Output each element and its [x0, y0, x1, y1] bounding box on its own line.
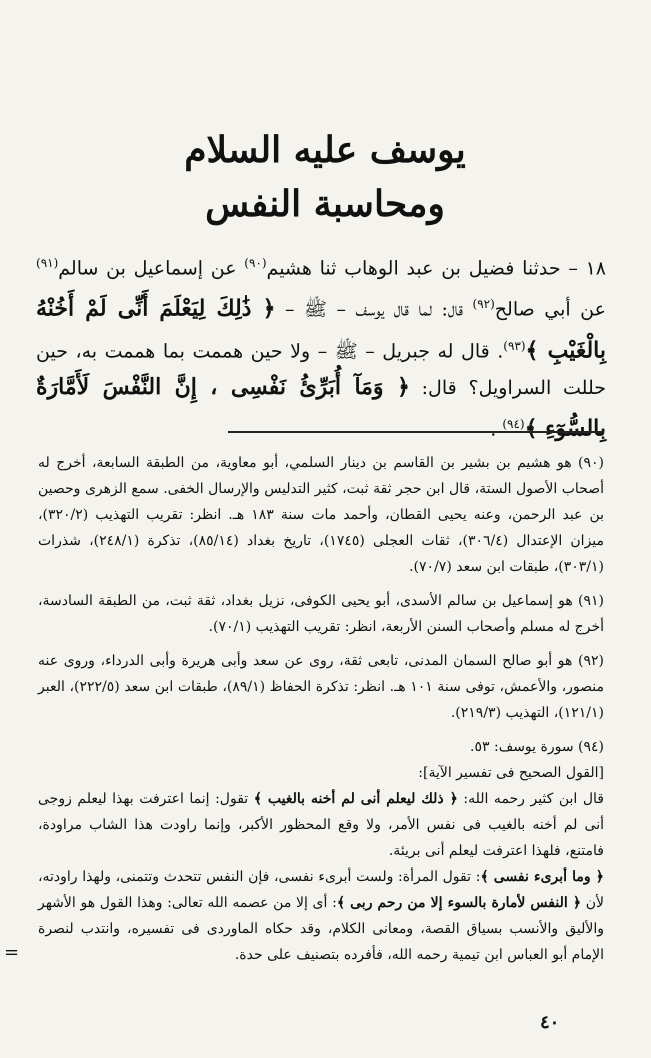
footnote-ref-91: (٩١): [36, 256, 59, 270]
footnote-94: (٩٤) سورة يوسف: ٥٣. [القول الصحيح فى تفسير الآية]: قال ابن كثير رحمه الله: ﴿ ذلك ليعلم أنى لم أخنه بالغيب ﴾ تقول: إنما اعترفت بهذا ليعلم زوجى أنى لم أخنه بالغيب فى نفس الأمر، ولا وقع المحظور الأكبر، وإنما راودت هذا الشاب مراودة، فامتنع، فلهذا اعترفت ليعلم أنى بريئة. ﴿ وما أبرىء نفسى ﴾: تقول المرأة: ولست أبرىء نفسى، فإن النفس تتحدث وتتمنى، ولهذا راودته، لأن ﴿ النفس لأمارة بالسوء إلا من رحم ربى ﴾: أى إلا من عصمه الله تعالى: وهذا القول هو الأشهر والأليق والأنسب بسياق القصة، ومعانى الكلام، وقد حكاه الماوردى فى تفسيره، وانتدب لنصرة الإمام أبو العباس ابن تيمية رحمه الله، فأفرده بتصنيف على حدة.: [38, 739, 605, 963]
quran-quote-1: ﴿ ذَٰلِكَ لِيَعْلَمَ أَنِّى لَمْ أَخُنْهُ بِالْغَيْبِ ﴾: [36, 295, 606, 363]
footnote-separator: [228, 431, 604, 433]
footnote-92: (٩٢) هو أبو صالح السمان المدنى، تابعى ثقة، روى عن سعد وأبى هريرة وأبى الدرداء، وروى عنه منصور، والأعمش، توفى سنة ١٠١ هـ. انظر: تذكرة الحفاظ (٨٩/١)، طبقات ابن سعد (٢٢٢/٥)، العبر (١٢١/١)، التهذيب (٢١٩/٣).: [38, 653, 604, 721]
footnote-ref-92: (٩٢): [472, 297, 495, 312]
margin-mark: =: [4, 942, 20, 963]
quran-quote-2: ﴿ وَمَآ أُبَرِّئُ نَفْسِى ، إِنَّ النَّفْسَ لَأَمَّارَةٌ بِالسُّوٓءِ ﴾: [36, 373, 606, 442]
footnote-90: (٩٠) هو هشيم بن بشير بن القاسم بن دينار السلمي، أبو معاوية، من الطبقة السابعة، أخرج له أصحاب الأصول الستة، قال ابن حجر ثقة ثبت، كثير التدليس والإرسال الخفى. سمع الزهرى وحصين بن عبد الرحمن، وعنه يحيى القطان، وأحمد مات سنة ١٨٣ هـ. انظر: تقريب التهذيب (٣٢٠/٢)، ميزان الإعتدال (٣٠٦/٤)، ثقات العجلى (١٧٤٥)، تاريخ بغداد (٨٥/١٤)، تذكرة (٢٤٨/١)، شذرات (٣٠٣/١)، طبقات ابن سعد (٧٠/٧).: [38, 455, 605, 575]
footnote-ref-90: (٩٠): [244, 256, 267, 270]
quote-bold: ﴿ ذلك ليعلم أنى لم أخنه بالغيب ﴾: [253, 791, 458, 807]
quote-bold: ﴿ النفس لأمارة بالسوء إلا من رحم ربى ﴾: [336, 895, 582, 911]
footnote-ref-94: (٩٤): [502, 416, 525, 431]
quote-bold: ﴿ وما أبرىء نفسى ﴾: [480, 869, 604, 885]
footnote-91: (٩١) هو إسماعيل بن سالم الأسدى، أبو يحيى الكوفى، نزيل بغداد، ثقة ثبت، من الطبقة السادسة، أخرج له مسلم وأصحاب السنن الأربعة، انظر: تقريب التهذيب (٧٠/١).: [38, 593, 604, 635]
main-text: [36, 245, 606, 447]
page-number: ٤٠: [540, 1012, 560, 1033]
chapter-title-line-1: يوسف عليه السلام: [184, 129, 466, 171]
footnote-ref-93: (٩٣): [503, 338, 526, 353]
footnotes: [38, 450, 604, 968]
footnote-94-source: (٩٤) سورة يوسف: ٥٣.: [470, 739, 604, 755]
hadith-paragraph: ١٨ – حدثنا فضيل بن عبد الوهاب ثنا هشيم$^{(٩٠)}$ عن إسماعيل بن سالم$^{(٩١)}$ عن أبي صالح$^{(٩٢)}$ قال: لما قال يوسف – ﷺ – ﴿ ذَٰلِكَ لِيَعْلَمَ أَنِّى لَمْ أَخُنْهُ بِالْغَيْبِ ﴾$^{(٩٣)}$. قال له جبريل – ﷺ – ولا حين هممت بما هممت به، حين حللت السراويل؟ قال: ﴿ وَمَآ أُبَرِّئُ نَفْسِى ، إِنَّ النَّفْسَ لَأَمَّارَةٌ بِالسُّوٓءِ ﴾$^{(٩٤)}$ .: [36, 256, 606, 442]
footnote-94-heading: [القول الصحيح فى تفسير الآية]:: [418, 765, 604, 781]
chapter-title-line-2: ومحاسبة النفس: [205, 183, 445, 225]
